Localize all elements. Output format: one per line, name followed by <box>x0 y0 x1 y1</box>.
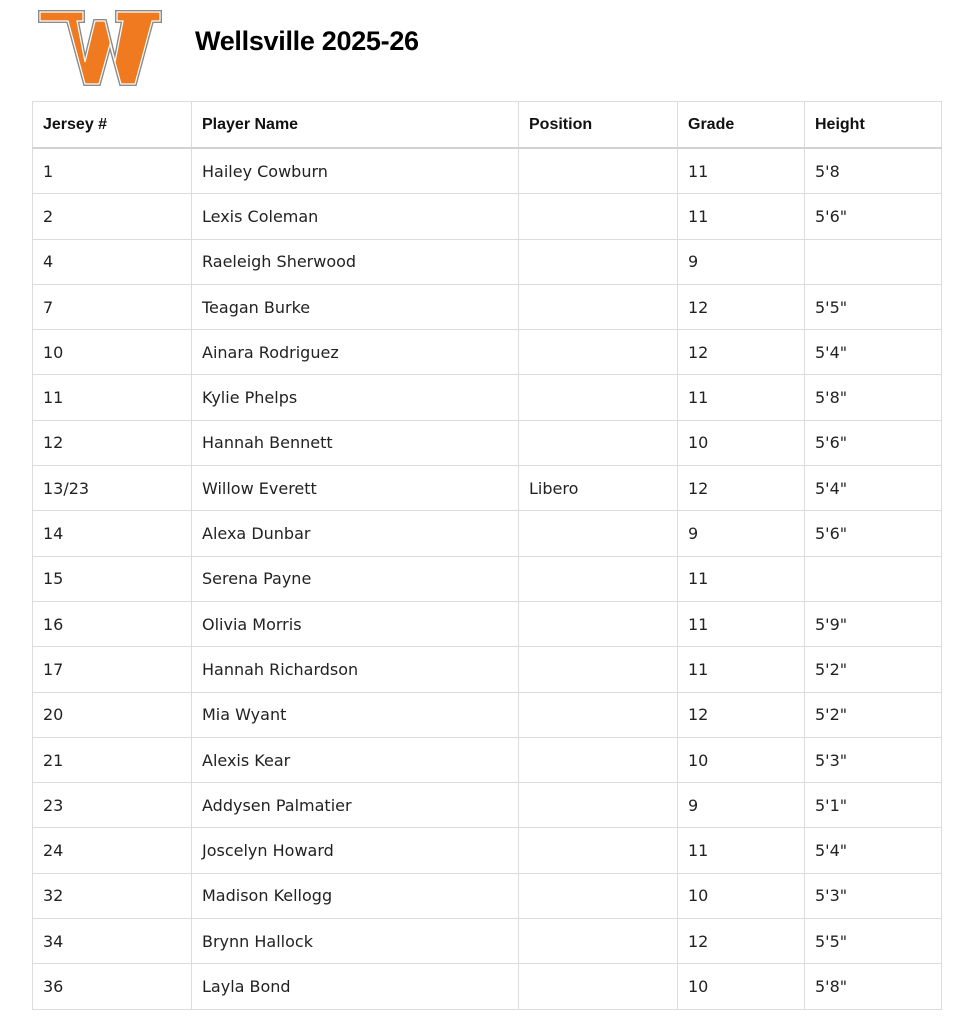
cell-height: 5'4" <box>805 466 942 511</box>
cell-jersey: 10 <box>33 330 192 375</box>
cell-jersey: 20 <box>33 692 192 737</box>
cell-player-name: Alexa Dunbar <box>192 511 519 556</box>
cell-jersey: 7 <box>33 284 192 329</box>
table-header-row <box>33 102 942 149</box>
cell-position <box>519 647 678 692</box>
cell-position <box>519 375 678 420</box>
cell-jersey: 11 <box>33 375 192 420</box>
table-row <box>33 239 942 284</box>
cell-jersey: 4 <box>33 239 192 284</box>
cell-height: 5'5" <box>805 919 942 964</box>
table-row <box>33 783 942 828</box>
cell-position <box>519 556 678 601</box>
cell-height: 5'2" <box>805 692 942 737</box>
table-row <box>33 375 942 420</box>
cell-height: 5'8" <box>805 964 942 1009</box>
cell-grade: 11 <box>678 194 805 239</box>
table-row <box>33 873 942 918</box>
cell-player-name: Raeleigh Sherwood <box>192 239 519 284</box>
header-position: Position <box>519 102 678 149</box>
table-row <box>33 466 942 511</box>
cell-grade: 10 <box>678 737 805 782</box>
cell-grade: 9 <box>678 511 805 556</box>
cell-player-name: Olivia Morris <box>192 601 519 646</box>
cell-position <box>519 828 678 873</box>
cell-position <box>519 783 678 828</box>
cell-jersey: 15 <box>33 556 192 601</box>
cell-position: Libero <box>519 466 678 511</box>
team-logo <box>34 4 166 90</box>
cell-player-name: Brynn Hallock <box>192 919 519 964</box>
cell-jersey: 13/23 <box>33 466 192 511</box>
cell-height: 5'6" <box>805 511 942 556</box>
table-row <box>33 919 942 964</box>
cell-grade: 11 <box>678 828 805 873</box>
cell-position <box>519 511 678 556</box>
cell-height: 5'8" <box>805 375 942 420</box>
cell-height: 5'3" <box>805 873 942 918</box>
cell-player-name: Hannah Richardson <box>192 647 519 692</box>
cell-jersey: 23 <box>33 783 192 828</box>
cell-player-name: Ainara Rodriguez <box>192 330 519 375</box>
table-row <box>33 601 942 646</box>
cell-position <box>519 148 678 194</box>
cell-player-name: Hannah Bennett <box>192 420 519 465</box>
cell-height: 5'4" <box>805 330 942 375</box>
cell-grade: 11 <box>678 148 805 194</box>
cell-height: 5'8 <box>805 148 942 194</box>
header-grade: Grade <box>678 102 805 149</box>
table-row <box>33 556 942 601</box>
cell-grade: 10 <box>678 420 805 465</box>
cell-jersey: 24 <box>33 828 192 873</box>
cell-jersey: 21 <box>33 737 192 782</box>
cell-grade: 12 <box>678 692 805 737</box>
cell-grade: 12 <box>678 284 805 329</box>
cell-position <box>519 601 678 646</box>
cell-height: 5'6" <box>805 420 942 465</box>
cell-player-name: Serena Payne <box>192 556 519 601</box>
table-row <box>33 420 942 465</box>
cell-height: 5'4" <box>805 828 942 873</box>
cell-height: 5'6" <box>805 194 942 239</box>
table-row <box>33 330 942 375</box>
header-player-name: Player Name <box>192 102 519 149</box>
cell-grade: 9 <box>678 239 805 284</box>
cell-player-name: Teagan Burke <box>192 284 519 329</box>
table-row <box>33 692 942 737</box>
cell-height: 5'3" <box>805 737 942 782</box>
cell-grade: 12 <box>678 330 805 375</box>
cell-jersey: 36 <box>33 964 192 1009</box>
cell-grade: 11 <box>678 647 805 692</box>
cell-position <box>519 964 678 1009</box>
cell-grade: 11 <box>678 601 805 646</box>
cell-position <box>519 737 678 782</box>
cell-player-name: Hailey Cowburn <box>192 148 519 194</box>
cell-position <box>519 420 678 465</box>
cell-player-name: Alexis Kear <box>192 737 519 782</box>
cell-height: 5'2" <box>805 647 942 692</box>
cell-position <box>519 284 678 329</box>
table-row <box>33 511 942 556</box>
cell-position <box>519 873 678 918</box>
cell-jersey: 17 <box>33 647 192 692</box>
cell-position <box>519 239 678 284</box>
page-title: Wellsville 2025-26 <box>195 26 419 56</box>
cell-player-name: Layla Bond <box>192 964 519 1009</box>
header-jersey: Jersey # <box>33 102 192 149</box>
cell-player-name: Kylie Phelps <box>192 375 519 420</box>
cell-grade: 12 <box>678 919 805 964</box>
cell-jersey: 14 <box>33 511 192 556</box>
cell-height: 5'9" <box>805 601 942 646</box>
cell-grade: 12 <box>678 466 805 511</box>
cell-position <box>519 330 678 375</box>
header-height: Height <box>805 102 942 149</box>
cell-jersey: 16 <box>33 601 192 646</box>
cell-jersey: 2 <box>33 194 192 239</box>
cell-player-name: Lexis Coleman <box>192 194 519 239</box>
cell-height: 5'5" <box>805 284 942 329</box>
table-row <box>33 828 942 873</box>
cell-height: 5'1" <box>805 783 942 828</box>
cell-jersey: 34 <box>33 919 192 964</box>
table-row <box>33 284 942 329</box>
cell-position <box>519 919 678 964</box>
cell-height <box>805 239 942 284</box>
cell-height <box>805 556 942 601</box>
cell-jersey: 12 <box>33 420 192 465</box>
cell-grade: 11 <box>678 375 805 420</box>
cell-player-name: Addysen Palmatier <box>192 783 519 828</box>
roster-table <box>32 101 942 1010</box>
cell-grade: 11 <box>678 556 805 601</box>
cell-player-name: Mia Wyant <box>192 692 519 737</box>
cell-grade: 9 <box>678 783 805 828</box>
cell-jersey: 1 <box>33 148 192 194</box>
table-row <box>33 148 942 194</box>
cell-grade: 10 <box>678 873 805 918</box>
cell-player-name: Joscelyn Howard <box>192 828 519 873</box>
table-row <box>33 647 942 692</box>
table-row <box>33 194 942 239</box>
cell-player-name: Madison Kellogg <box>192 873 519 918</box>
cell-position <box>519 194 678 239</box>
table-row <box>33 737 942 782</box>
cell-position <box>519 692 678 737</box>
cell-grade: 10 <box>678 964 805 1009</box>
cell-jersey: 32 <box>33 873 192 918</box>
cell-player-name: Willow Everett <box>192 466 519 511</box>
table-row <box>33 964 942 1009</box>
wellsville-w-logo-icon <box>34 4 166 90</box>
